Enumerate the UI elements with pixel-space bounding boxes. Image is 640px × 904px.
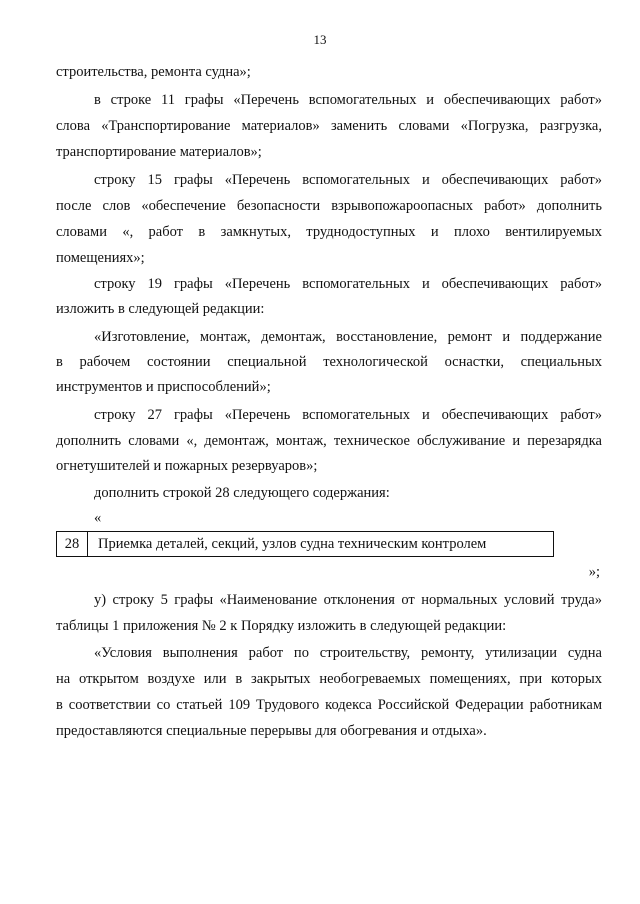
text-line: «Изготовление, монтаж, демонтаж, восстановление, ремонт и поддержание <box>94 329 602 345</box>
text-line: таблицы 1 приложения № 2 к Порядку изложить в следующей редакции: <box>56 618 507 634</box>
text-line: у) строку 5 графы «Наименование отклонения от нормальных условий труда» <box>94 592 602 608</box>
text-line: изложить в следующей редакции: <box>56 301 265 317</box>
text-line: слова «Транспортирование материалов» заменить словами «Погрузка, разгрузка, <box>56 118 602 134</box>
text-line: строку 19 графы «Перечень вспомогательных и обеспечивающих работ» <box>94 276 602 292</box>
text-line: в рабочем состоянии специальной технологической оснастки, специальных <box>56 354 602 370</box>
text-line: строку 27 графы «Перечень вспомогательных и обеспечивающих работ» <box>94 407 602 423</box>
table-row-text: Приемка деталей, секций, узлов судна техническим контролем <box>98 535 487 552</box>
open-quote: « <box>94 510 102 526</box>
text-line: предоставляются специальные перерывы для обогревания и отдыха». <box>56 723 487 739</box>
inserted-table-row <box>56 531 554 557</box>
closing-quote: »; <box>588 564 600 580</box>
page-number: 13 <box>313 32 327 47</box>
text-line: словами «, работ в замкнутых, труднодоступных и плохо вентилируемых <box>56 224 602 240</box>
text-line: огнетушителей и пожарных резервуаров»; <box>56 458 318 474</box>
text-line: на открытом воздухе или в закрытых необогреваемых помещениях, при которых <box>56 671 602 687</box>
text-line: дополнить словами «, демонтаж, монтаж, техническое обслуживание и перезарядка <box>56 433 602 449</box>
text-line: в соответствии со статьей 109 Трудового кодекса Российской Федерации работникам <box>56 697 602 713</box>
text-line: дополнить строкой 28 следующего содержания: <box>94 485 390 501</box>
text-line: строку 15 графы «Перечень вспомогательных и обеспечивающих работ» <box>94 172 602 188</box>
text-line: транспортирование материалов»; <box>56 144 262 160</box>
text-line: инструментов и приспособлений»; <box>56 379 271 395</box>
text-line: помещениях»; <box>56 250 145 266</box>
text-line: строительства, ремонта судна»; <box>56 64 251 80</box>
text-line: в строке 11 графы «Перечень вспомогательных и обеспечивающих работ» <box>94 92 602 108</box>
text-line: после слов «обеспечение безопасности взрывопожароопасных работ» дополнить <box>56 198 602 214</box>
table-row-number: 28 <box>57 532 88 556</box>
text-line: «Условия выполнения работ по строительству, ремонту, утилизации судна <box>94 645 602 661</box>
